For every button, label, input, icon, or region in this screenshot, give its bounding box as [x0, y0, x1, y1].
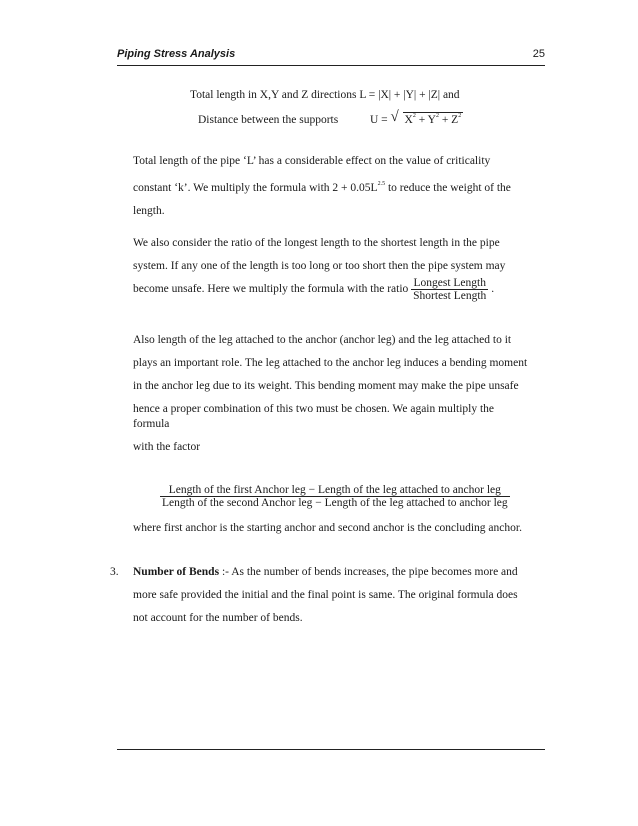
with-factor: with the factor [133, 441, 201, 453]
factor-denominator: Length of the second Anchor leg − Length of the leg attached to anchor leg [162, 497, 508, 509]
ratio-fraction: $\frac{\text{Longest Length}}{\text{Shortest Length}}$ [413, 277, 487, 302]
distance-formula [198, 109, 463, 126]
page-header [117, 48, 545, 64]
footer-rule [117, 749, 545, 750]
paragraph-ratio: We also consider the ratio of the longest length to the shortest length in the pipe system. If any one of the length is too long or too short then the pipe system may [133, 237, 506, 272]
distance-lhs: U = [369, 114, 388, 126]
paragraph-total-length: Total length of the pipe ‘L’ has a considerable effect on the value of criticality constant ‘k’. We multiply the formula with $2 + 0.05L^{2.5}$ to reduce the weight of the length. [133, 155, 511, 217]
paragraph-anchor-leg: Also length of the leg attached to the anchor (anchor leg) and the leg attached to it plays an important role. The leg attached to the anchor leg induces a bending moment in the anchor leg due to its weight. This bending moment may make the pipe unsafe hence a proper combination of this two must be chosen. We again multiply the [133, 334, 528, 415]
total-length-formula: Total length in X,Y and Z directions L = |X| + |Y| + |Z| and [190, 89, 460, 101]
distance-label: Distance between the supports [198, 114, 339, 126]
item-number: 3. [110, 566, 119, 578]
item-title: Number of Bends [133, 566, 220, 578]
page-number: 25 [532, 48, 545, 60]
factor-numerator: Length of the first Anchor leg − Length of the leg attached to anchor leg [160, 484, 510, 497]
formula-word: formula [133, 418, 170, 430]
anchor-definition: where first anchor is the starting anchor and second anchor is the concluding anchor. [133, 522, 522, 534]
anchor-factor-fraction [160, 484, 510, 509]
header-title: Piping Stress Analysis [117, 48, 236, 60]
sqrt-expression: √ $X^2 + Y^2 + Z^2$ [390, 109, 462, 126]
header-rule [117, 65, 545, 66]
item-bends: Number of Bends :- As the number of bends increases, the pipe becomes more and more safe provided the initial and the final point is same. The original formula does not account for the number of bends. [133, 566, 518, 624]
ratio-line: become unsafe. Here we multiply the formula with the ratio $\frac{\text{Longest Length}}{\text{Shortest Length}}$ . [133, 277, 495, 302]
